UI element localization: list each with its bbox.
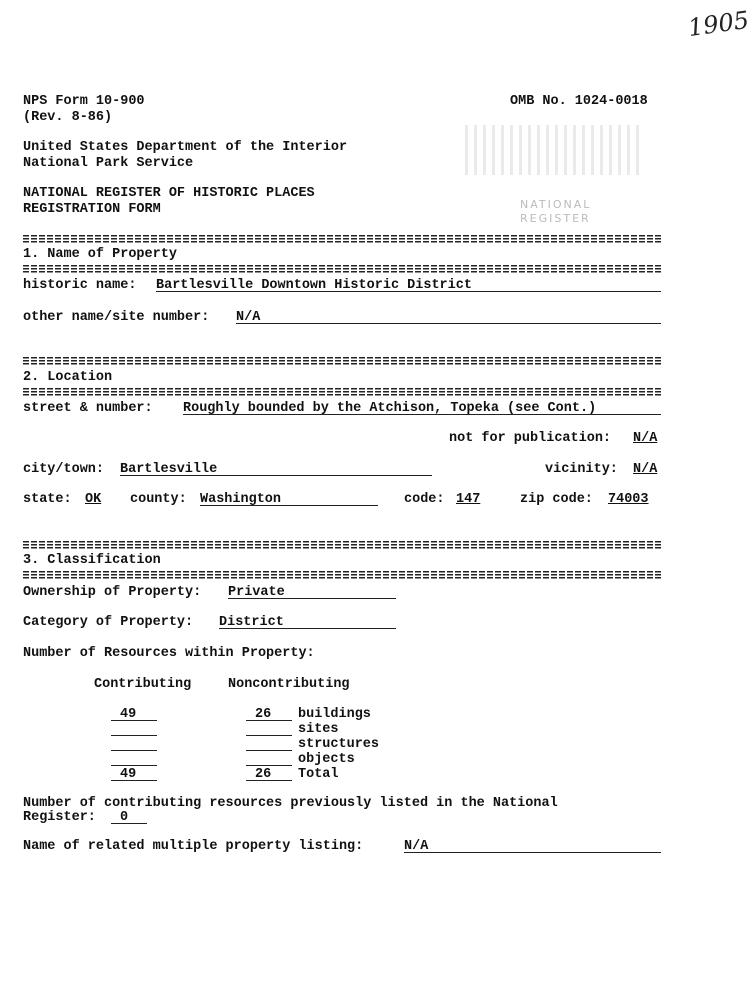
row-buildings-label: buildings [298, 707, 371, 722]
blank-line [111, 720, 157, 721]
vicinity-value: N/A [633, 462, 658, 477]
state-label: state: [23, 492, 72, 507]
category-value: District [219, 615, 284, 630]
section-divider [23, 571, 661, 579]
section-divider [23, 541, 661, 549]
not-for-pub-label: not for publication: [449, 431, 612, 446]
zip-label: zip code: [520, 492, 593, 507]
resources-label: Number of Resources within Property: [23, 646, 315, 661]
city-value: Bartlesville [120, 462, 218, 477]
previously-listed-label-1: Number of contributing resources previously listed in the National [23, 796, 558, 811]
blank-line [246, 720, 292, 721]
county-label: county: [130, 492, 187, 507]
mpl-line [404, 852, 661, 853]
blank-line [111, 823, 147, 824]
other-name-value: N/A [236, 310, 261, 325]
row-total-label: Total [298, 767, 339, 782]
other-name-line [236, 323, 661, 324]
ownership-label: Ownership of Property: [23, 585, 202, 600]
section2-heading: 2. Location [23, 370, 113, 385]
city-label: city/town: [23, 462, 105, 477]
category-label: Category of Property: [23, 615, 194, 630]
zip-value: 74003 [608, 492, 649, 507]
omb-number: OMB No. 1024-0018 [510, 94, 648, 109]
department: United States Department of the Interior [23, 140, 348, 155]
stamp-line-1: NATIONAL [520, 198, 592, 211]
street-line [183, 414, 661, 415]
form-title-1: NATIONAL REGISTER OF HISTORIC PLACES [23, 186, 315, 201]
code-value: 147 [456, 492, 481, 507]
col-noncontributing: Noncontributing [228, 677, 350, 692]
row-objects-label: objects [298, 752, 355, 767]
category-line [219, 628, 396, 629]
blank-line [111, 765, 157, 766]
street-label: street & number: [23, 401, 153, 416]
blank-line [246, 750, 292, 751]
other-name-label: other name/site number: [23, 310, 210, 325]
handwritten-note: 1905 [686, 5, 751, 43]
county-line [200, 505, 378, 506]
form-number: NPS Form 10-900 [23, 94, 145, 109]
col-contributing: Contributing [94, 677, 192, 692]
blank-line [246, 765, 292, 766]
row-buildings-contributing: 49 [120, 707, 137, 722]
faded-stamp [465, 125, 645, 175]
mpl-label: Name of related multiple property listing: [23, 839, 364, 854]
form-revision: (Rev. 8-86) [23, 110, 113, 125]
section-divider [23, 235, 661, 243]
previously-listed-label-2: Register: [23, 810, 96, 825]
section-divider [23, 265, 661, 273]
section-divider [23, 388, 661, 396]
mpl-value: N/A [404, 839, 429, 854]
ownership-line [228, 598, 396, 599]
section-divider [23, 357, 661, 365]
historic-name-value: Bartlesville Downtown Historic District [156, 278, 472, 293]
row-total-contributing: 49 [120, 767, 137, 782]
row-total-noncontributing: 26 [255, 767, 272, 782]
service: National Park Service [23, 156, 194, 171]
code-label: code: [404, 492, 445, 507]
city-line [120, 475, 432, 476]
row-structures-label: structures [298, 737, 380, 752]
row-sites-label: sites [298, 722, 339, 737]
blank-line [111, 750, 157, 751]
historic-name-label: historic name: [23, 278, 137, 293]
ownership-value: Private [228, 585, 285, 600]
blank-line [246, 780, 292, 781]
blank-line [111, 780, 157, 781]
previously-listed-value: 0 [120, 810, 129, 825]
county-value: Washington [200, 492, 282, 507]
historic-name-line [156, 291, 661, 292]
state-value: OK [85, 492, 102, 507]
blank-line [111, 735, 157, 736]
section1-heading: 1. Name of Property [23, 247, 177, 262]
row-buildings-noncontributing: 26 [255, 707, 272, 722]
not-for-pub-value: N/A [633, 431, 658, 446]
street-value: Roughly bounded by the Atchison, Topeka (see Cont.) [183, 401, 597, 416]
stamp-line-2: REGISTER [520, 212, 591, 225]
form-title-2: REGISTRATION FORM [23, 202, 161, 217]
vicinity-label: vicinity: [545, 462, 618, 477]
section3-heading: 3. Classification [23, 553, 161, 568]
blank-line [246, 735, 292, 736]
